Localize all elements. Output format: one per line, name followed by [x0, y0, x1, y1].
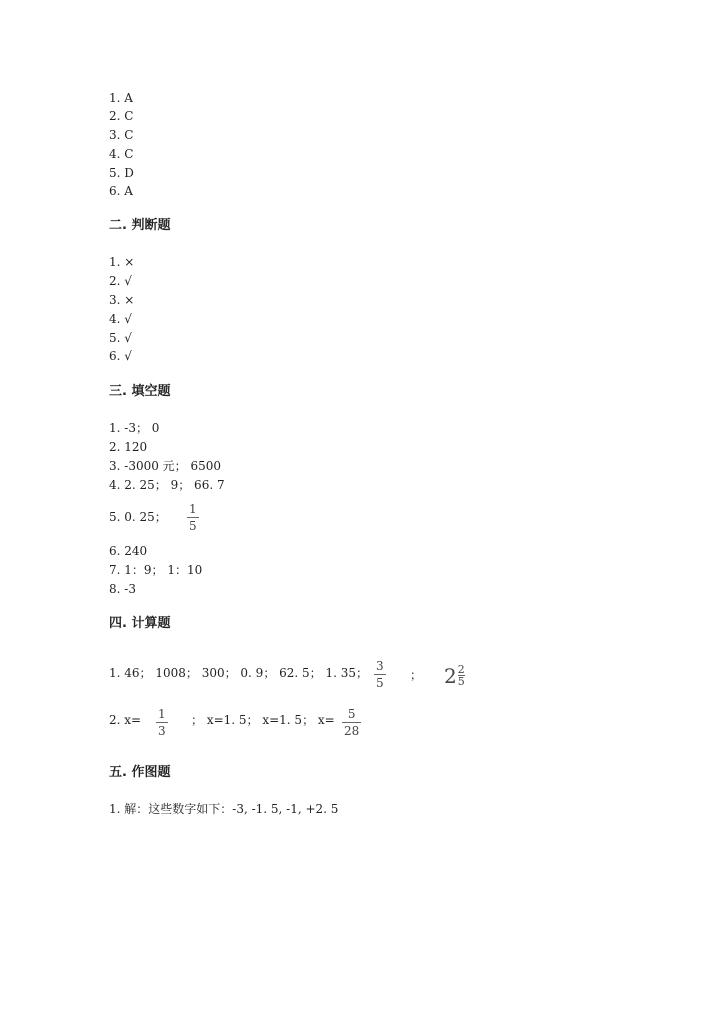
section-title-calculation: 四. 计算题 [109, 616, 171, 631]
fraction-numerator: 5 [347, 707, 356, 721]
answer-4-1: 1. 46； 1008； 300； 0. 9； 62. 5； 1. 35； [109, 666, 369, 680]
answer-1-4: 4. C [109, 147, 134, 161]
answer-4-2-middle: ； x=1. 5； x=1. 5； x= [191, 713, 335, 727]
answer-1-5: 5. D [109, 166, 134, 180]
answer-3-3: 3. -3000 元； 6500 [109, 459, 222, 473]
mixed-fraction [458, 664, 465, 687]
fraction-one-third [156, 707, 168, 738]
answer-1-2: 2. C [109, 109, 134, 123]
answer-3-4: 4. 2. 25； 9； 66. 7 [109, 478, 225, 492]
mixed-denominator: 5 [457, 675, 465, 688]
answer-3-1: 1. -3； 0 [109, 421, 160, 435]
section-title-fill-blank: 三. 填空题 [109, 384, 171, 399]
answer-3-6: 6. 240 [109, 544, 148, 558]
answer-3-2: 2. 120 [109, 440, 148, 454]
answer-2-5: 5. √ [109, 331, 132, 345]
fraction-numerator: 1 [158, 707, 166, 721]
answer-2-4: 4. √ [109, 312, 132, 326]
fraction-five-28ths [342, 707, 361, 738]
answer-4-2-prefix: 2. x= [109, 713, 142, 727]
fraction-denominator: 3 [158, 724, 166, 738]
fraction-denominator: 28 [344, 724, 360, 738]
answer-3-5: 5. 0. 25； [109, 510, 167, 524]
section-title-judgement: 二. 判断题 [109, 218, 171, 233]
fraction-numerator: 3 [376, 659, 384, 673]
mixed-whole: 2 [444, 663, 457, 688]
answer-1-1: 1. A [109, 91, 133, 105]
fraction-denominator: 5 [376, 676, 384, 690]
separator: ； [410, 668, 423, 682]
answer-2-6: 6. √ [109, 349, 132, 363]
fraction-one-fifth [187, 502, 199, 533]
answer-2-1: 1. × [109, 255, 135, 269]
mixed-number [444, 664, 465, 687]
answer-2-2: 2. √ [109, 274, 132, 288]
answer-1-3: 3. C [109, 128, 134, 142]
answer-2-3: 3. × [109, 293, 135, 307]
answer-3-7: 7. 1：9； 1：10 [109, 563, 203, 577]
answer-1-6: 6. A [109, 184, 133, 198]
answer-3-8: 8. -3 [109, 582, 136, 596]
mixed-numerator: 2 [457, 663, 465, 676]
fraction-numerator: 1 [189, 502, 197, 516]
fraction-denominator: 5 [189, 519, 197, 533]
fraction-three-fifths [374, 659, 386, 690]
section-title-drawing: 五. 作图题 [109, 765, 171, 780]
answer-5-1: 1. 解：这些数字如下：-3, -1. 5, -1, +2. 5 [109, 802, 339, 816]
